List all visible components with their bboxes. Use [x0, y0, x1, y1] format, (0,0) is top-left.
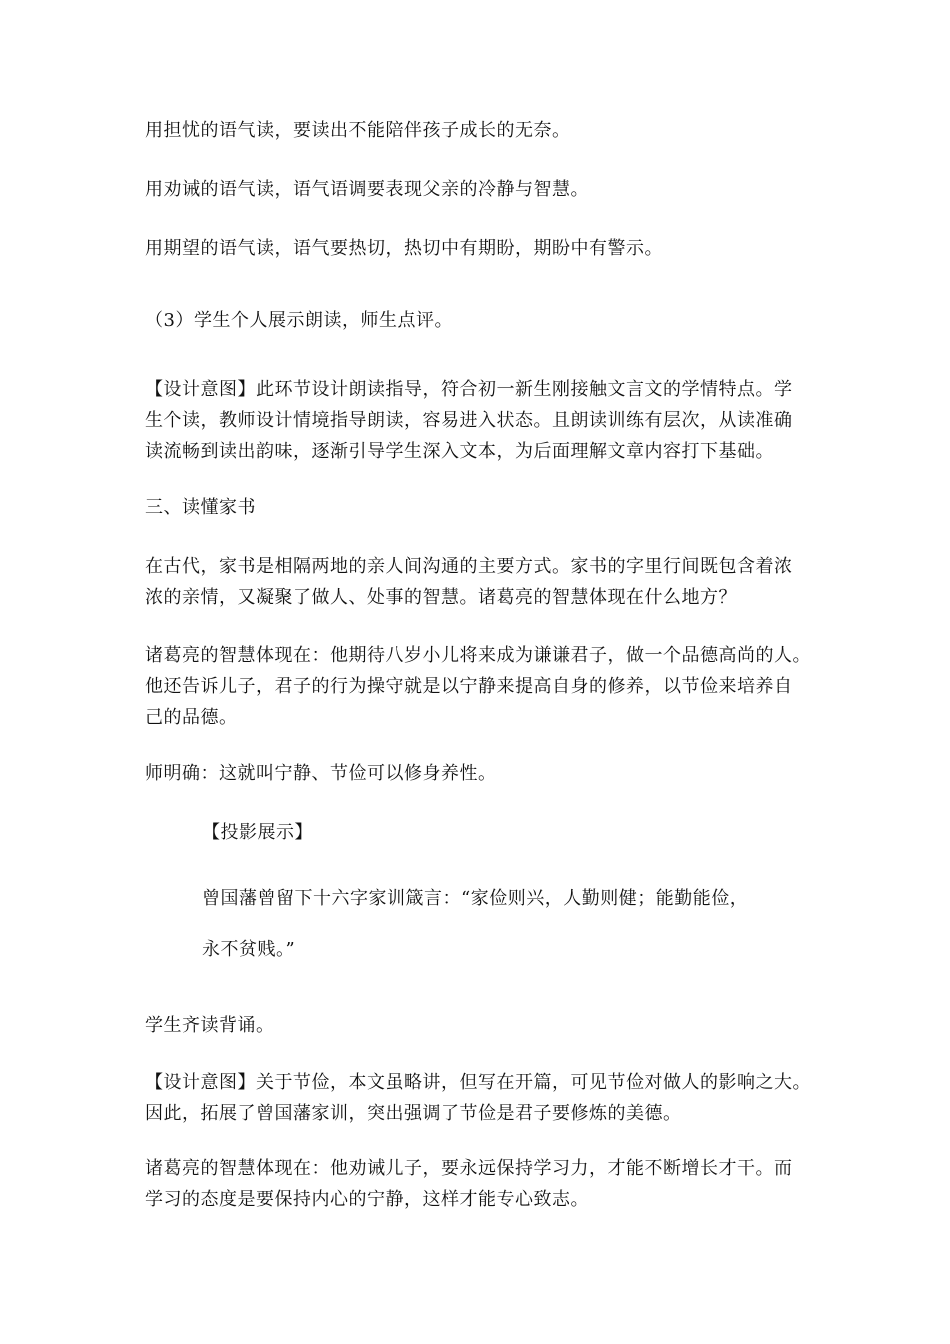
text-line: 他还告诉儿子，君子的行为操守就是以宁静来提高自身的修养，以节俭来培养自: [145, 676, 793, 697]
design-intent-paragraph: 【设计意图】关于节俭，本文虽略讲，但写在开篇，可见节俭对做人的影响之大。: [145, 1072, 811, 1093]
text-line: 生个读，教师设计情境指导朗读，容易进入状态。且朗读训练有层次，从读准确: [145, 410, 793, 431]
text-line: 在古代，家书是相隔两地的亲人间沟通的主要方式。家书的字里行间既包含着浓: [145, 556, 793, 577]
text-line: 用劝诫的语气读，语气语调要表现父亲的冷静与智慧。: [145, 179, 589, 200]
text-line: 因此，拓展了曾国藩家训，突出强调了节俭是君子要修炼的美德。: [145, 1103, 682, 1124]
design-intent-paragraph: 【设计意图】此环节设计朗读指导，符合初一新生刚接触文言文的学情特点。学: [145, 379, 793, 400]
text-line: 诸葛亮的智慧体现在：他期待八岁小儿将来成为谦谦君子，做一个品德高尚的人。: [145, 645, 811, 666]
text-line: 读流畅到读出韵味，逐渐引导学生深入文本，为后面理解文章内容打下基础。: [145, 441, 774, 462]
text-line: 师明确：这就叫宁静、节俭可以修身养性。: [145, 763, 497, 784]
projection-heading: 【投影展示】: [202, 822, 313, 843]
quote-line: 永不贫贱。”: [202, 939, 296, 960]
text-line: 诸葛亮的智慧体现在：他劝诫儿子，要永远保持学习力，才能不断增长才干。而: [145, 1158, 793, 1179]
text-line: （3）学生个人展示朗读，师生点评。: [145, 310, 453, 331]
text-line: 用担忧的语气读，要读出不能陪伴孩子成长的无奈。: [145, 120, 571, 141]
quote-line: 曾国藩曾留下十六字家训箴言：“家俭则兴，人勤则健；能勤能俭，: [202, 888, 749, 909]
text-line: 学生齐读背诵。: [145, 1015, 275, 1036]
text-line: 浓的亲情，又凝聚了做人、处事的智慧。诸葛亮的智慧体现在什么地方？: [145, 587, 737, 608]
text-line: 学习的态度是要保持内心的宁静，这样才能专心致志。: [145, 1189, 589, 1210]
text-line: 用期望的语气读，语气要热切，热切中有期盼，期盼中有警示。: [145, 238, 663, 259]
section-heading: 三、读懂家书: [145, 497, 256, 518]
text-line: 己的品德。: [145, 707, 238, 728]
